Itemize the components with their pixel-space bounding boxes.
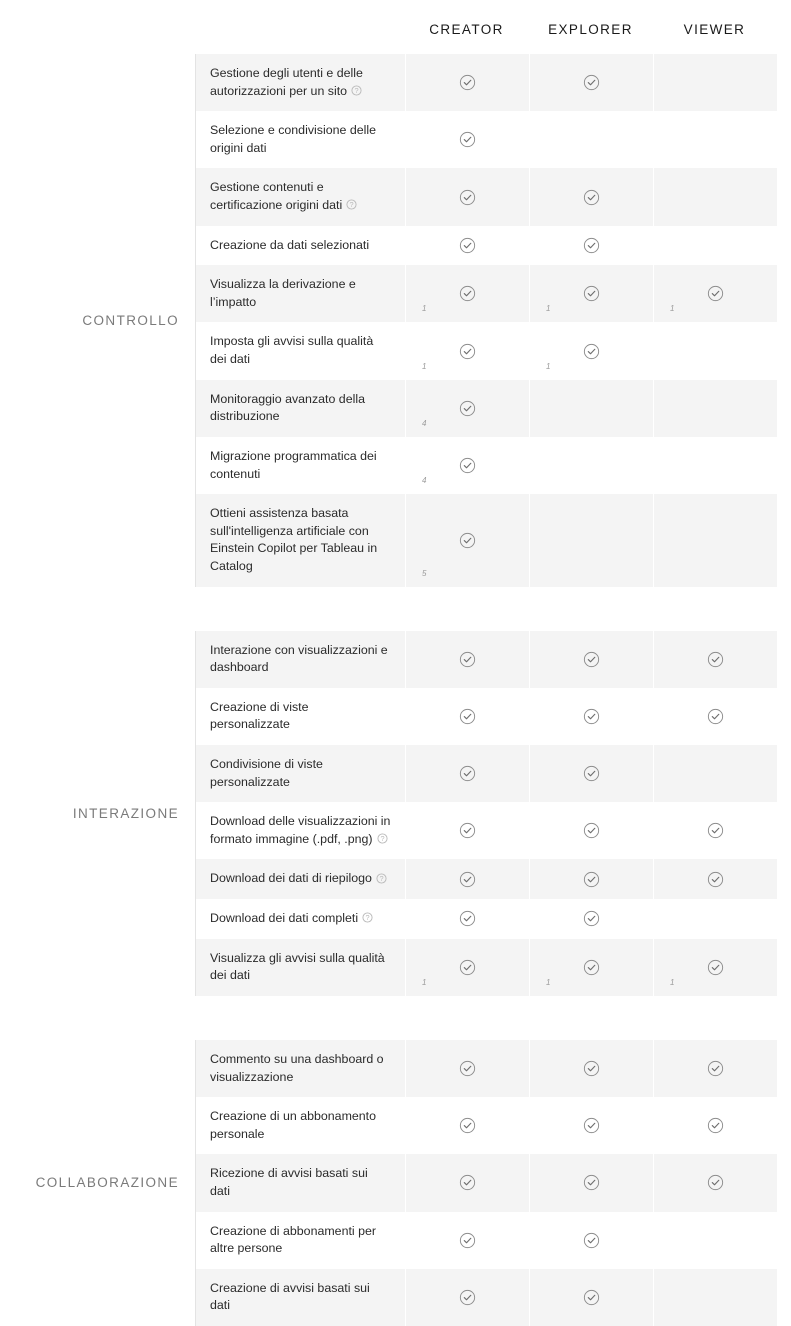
feature-cell bbox=[196, 322, 405, 379]
plan-cell-viewer bbox=[654, 265, 777, 322]
table-row bbox=[196, 380, 791, 437]
plan-cell-creator bbox=[406, 859, 529, 899]
plan-cell-viewer bbox=[654, 939, 777, 996]
check-circle-icon bbox=[459, 400, 476, 417]
check-circle-icon bbox=[459, 959, 476, 976]
plan-cell-viewer bbox=[654, 168, 777, 225]
feature-label: Ottieni assistenza basata sull'intelligenza artificiale con Einstein Copilot per Tableau in Catalog bbox=[210, 506, 378, 573]
table-row bbox=[196, 939, 791, 996]
check-circle-icon bbox=[707, 285, 724, 302]
plan-cell-creator bbox=[406, 1212, 529, 1269]
check-circle-icon bbox=[583, 285, 600, 302]
plan-cell-viewer bbox=[654, 1040, 777, 1097]
footnote-marker: 5 bbox=[422, 568, 427, 578]
table-row bbox=[196, 1040, 791, 1097]
check-circle-icon bbox=[707, 1117, 724, 1134]
footnote-marker: 1 bbox=[422, 304, 427, 314]
table-row bbox=[196, 1269, 791, 1326]
feature-cell bbox=[196, 265, 405, 322]
table-row bbox=[196, 899, 791, 939]
table-row bbox=[196, 1212, 791, 1269]
plan-cell-creator bbox=[406, 1154, 529, 1211]
plan-cell-creator bbox=[406, 226, 529, 266]
table-row bbox=[196, 859, 791, 899]
plan-cell-viewer bbox=[654, 745, 777, 802]
feature-cell bbox=[196, 494, 405, 586]
table-row bbox=[196, 688, 791, 745]
feature-label: Creazione da dati selezionati bbox=[210, 237, 370, 252]
plan-cell-explorer bbox=[530, 899, 653, 939]
check-circle-icon bbox=[707, 708, 724, 725]
check-circle-icon bbox=[707, 871, 724, 888]
plan-cell-creator bbox=[406, 1097, 529, 1154]
plan-cell-creator bbox=[406, 322, 529, 379]
plan-cell-explorer bbox=[530, 168, 653, 225]
check-circle-icon bbox=[707, 959, 724, 976]
check-circle-icon bbox=[707, 1174, 724, 1191]
svg-text:?: ? bbox=[354, 85, 359, 95]
table-row bbox=[196, 745, 791, 802]
feature-cell bbox=[196, 437, 405, 494]
plan-cell-explorer bbox=[530, 1097, 653, 1154]
plan-cell-explorer bbox=[530, 688, 653, 745]
check-circle-icon bbox=[583, 74, 600, 91]
check-circle-icon bbox=[459, 343, 476, 360]
plan-cell-explorer bbox=[530, 437, 653, 494]
feature-cell bbox=[196, 1154, 405, 1211]
check-circle-icon bbox=[459, 1060, 476, 1077]
table-row bbox=[196, 111, 791, 168]
feature-table-interazione bbox=[195, 631, 791, 996]
check-circle-icon bbox=[583, 822, 600, 839]
plan-cell-explorer bbox=[530, 494, 653, 586]
sections-container bbox=[0, 54, 791, 1326]
check-circle-icon bbox=[459, 651, 476, 668]
table-row bbox=[196, 494, 791, 586]
plan-cell-viewer bbox=[654, 54, 777, 111]
feature-label: Visualizza la derivazione e l’impatto bbox=[210, 277, 356, 309]
feature-cell bbox=[196, 111, 405, 168]
plan-cell-viewer bbox=[654, 631, 777, 688]
feature-label: Interazione con visualizzazioni e dashboard bbox=[210, 642, 388, 675]
check-circle-icon bbox=[459, 457, 476, 474]
plan-cell-creator bbox=[406, 168, 529, 225]
check-circle-icon bbox=[583, 189, 600, 206]
plan-cell-creator bbox=[406, 939, 529, 996]
feature-cell bbox=[196, 745, 405, 802]
plan-cell-explorer bbox=[530, 380, 653, 437]
check-circle-icon bbox=[459, 237, 476, 254]
plan-cell-viewer bbox=[654, 859, 777, 899]
table-row bbox=[196, 1154, 791, 1211]
check-circle-icon bbox=[459, 1232, 476, 1249]
info-circle-icon[interactable] bbox=[377, 833, 388, 844]
info-circle-icon[interactable] bbox=[346, 199, 357, 210]
plan-cell-creator bbox=[406, 265, 529, 322]
feature-label: Download dei dati di riepilogo bbox=[210, 871, 372, 886]
section-label-collaborazione: COLLABORAZIONE bbox=[35, 1175, 179, 1191]
plan-cell-creator bbox=[406, 802, 529, 859]
feature-label: Condivisione di viste personalizzate bbox=[210, 757, 323, 789]
check-circle-icon bbox=[583, 1117, 600, 1134]
check-circle-icon bbox=[459, 532, 476, 549]
check-circle-icon bbox=[583, 959, 600, 976]
plan-cell-viewer bbox=[654, 1154, 777, 1211]
check-circle-icon bbox=[459, 910, 476, 927]
plan-cell-creator bbox=[406, 54, 529, 111]
feature-cell bbox=[196, 688, 405, 745]
plan-cell-explorer bbox=[530, 1212, 653, 1269]
feature-cell bbox=[196, 802, 405, 859]
check-circle-icon bbox=[459, 74, 476, 91]
plan-cell-explorer bbox=[530, 802, 653, 859]
feature-label: Creazione di viste personalizzate bbox=[210, 699, 309, 732]
svg-text:?: ? bbox=[379, 873, 384, 883]
plan-cell-viewer bbox=[654, 494, 777, 586]
plan-cell-creator bbox=[406, 745, 529, 802]
check-circle-icon bbox=[583, 343, 600, 360]
plan-cell-creator bbox=[406, 1040, 529, 1097]
feature-label: Ricezione di avvisi basati sui dati bbox=[210, 1166, 368, 1198]
feature-label: Creazione di avvisi basati sui dati bbox=[210, 1280, 370, 1313]
feature-label: Gestione degli utenti e delle autorizzazioni per un sito bbox=[210, 66, 363, 98]
check-circle-icon bbox=[583, 871, 600, 888]
svg-text:?: ? bbox=[349, 200, 354, 210]
table-row bbox=[196, 1097, 791, 1154]
feature-cell bbox=[196, 631, 405, 688]
check-circle-icon bbox=[459, 285, 476, 302]
plan-cell-explorer bbox=[530, 111, 653, 168]
plan-cell-creator bbox=[406, 380, 529, 437]
plan-cell-viewer bbox=[654, 437, 777, 494]
feature-cell bbox=[196, 899, 405, 939]
feature-cell bbox=[196, 54, 405, 111]
feature-label: Visualizza gli avvisi sulla qualità dei dati bbox=[210, 950, 385, 983]
check-circle-icon bbox=[583, 237, 600, 254]
plan-cell-explorer bbox=[530, 322, 653, 379]
plan-cell-viewer bbox=[654, 688, 777, 745]
plan-cell-explorer bbox=[530, 631, 653, 688]
footnote-marker: 1 bbox=[546, 361, 551, 371]
feature-cell bbox=[196, 380, 405, 437]
footnote-marker: 1 bbox=[546, 304, 551, 314]
table-row bbox=[196, 802, 791, 859]
check-circle-icon bbox=[583, 1232, 600, 1249]
check-circle-icon bbox=[583, 1174, 600, 1191]
check-circle-icon bbox=[459, 189, 476, 206]
plan-cell-creator bbox=[406, 688, 529, 745]
check-circle-icon bbox=[707, 651, 724, 668]
feature-label: Download delle visualizzazioni in formato immagine (.pdf, .png) bbox=[210, 814, 391, 846]
table-row bbox=[196, 322, 791, 379]
feature-table-controllo bbox=[195, 54, 791, 587]
check-circle-icon bbox=[707, 1060, 724, 1077]
section-controllo bbox=[0, 54, 791, 587]
plan-cell-explorer bbox=[530, 745, 653, 802]
section-collaborazione bbox=[0, 1040, 791, 1326]
footnote-marker: 1 bbox=[422, 977, 427, 987]
plan-cell-explorer bbox=[530, 54, 653, 111]
feature-label: Selezione e condivisione delle origini dati bbox=[210, 123, 377, 155]
table-row bbox=[196, 437, 791, 494]
feature-cell bbox=[196, 939, 405, 996]
check-circle-icon bbox=[459, 1117, 476, 1134]
check-circle-icon bbox=[583, 910, 600, 927]
feature-label: Migrazione programmatica dei contenuti bbox=[210, 448, 377, 481]
plan-cell-viewer bbox=[654, 802, 777, 859]
plan-cell-viewer bbox=[654, 899, 777, 939]
footnote-marker: 4 bbox=[422, 418, 427, 428]
check-circle-icon bbox=[583, 765, 600, 782]
plan-cell-explorer bbox=[530, 1040, 653, 1097]
footnote-marker: 1 bbox=[670, 977, 675, 987]
svg-text:?: ? bbox=[379, 834, 385, 844]
plan-cell-creator bbox=[406, 111, 529, 168]
feature-label: Gestione contenuti e certificazione origini dati bbox=[210, 180, 343, 213]
section-label-controllo: CONTROLLO bbox=[82, 312, 179, 328]
info-circle-icon[interactable] bbox=[376, 873, 387, 884]
section-label-interazione: INTERAZIONE bbox=[72, 805, 179, 821]
check-circle-icon bbox=[583, 651, 600, 668]
feature-label: Commento su una dashboard o visualizzazione bbox=[210, 1051, 384, 1084]
plan-cell-viewer bbox=[654, 1269, 777, 1326]
section-interazione bbox=[0, 631, 791, 996]
plan-cell-creator bbox=[406, 494, 529, 586]
column-header-explorer: EXPLORER bbox=[548, 21, 633, 37]
check-circle-icon bbox=[583, 708, 600, 725]
feature-label: Creazione di un abbonamento personale bbox=[210, 1109, 377, 1141]
check-circle-icon bbox=[459, 131, 476, 148]
plan-cell-explorer bbox=[530, 265, 653, 322]
footnote-marker: 4 bbox=[422, 476, 427, 486]
plan-cell-viewer bbox=[654, 226, 777, 266]
plan-cell-viewer bbox=[654, 380, 777, 437]
check-circle-icon bbox=[459, 708, 476, 725]
plan-cell-creator bbox=[406, 1269, 529, 1326]
column-header-creator: CREATOR bbox=[429, 21, 504, 37]
info-circle-icon[interactable] bbox=[351, 85, 362, 96]
plan-cell-creator bbox=[406, 899, 529, 939]
check-circle-icon bbox=[583, 1289, 600, 1306]
feature-cell bbox=[196, 1097, 405, 1154]
check-circle-icon bbox=[583, 1060, 600, 1077]
feature-label: Monitoraggio avanzato della distribuzione bbox=[210, 391, 365, 424]
plan-cell-viewer bbox=[654, 111, 777, 168]
feature-label: Creazione di abbonamenti per altre persone bbox=[210, 1223, 377, 1256]
plan-cell-viewer bbox=[654, 1097, 777, 1154]
check-circle-icon bbox=[707, 822, 724, 839]
check-circle-icon bbox=[459, 1174, 476, 1191]
column-header-viewer: VIEWER bbox=[683, 21, 746, 37]
plan-cell-viewer bbox=[654, 1212, 777, 1269]
table-row bbox=[196, 265, 791, 322]
svg-text:?: ? bbox=[365, 913, 370, 923]
table-row bbox=[196, 168, 791, 225]
plan-header-row bbox=[0, 0, 791, 54]
plan-cell-creator bbox=[406, 631, 529, 688]
plan-cell-explorer bbox=[530, 1269, 653, 1326]
feature-cell bbox=[196, 859, 405, 899]
table-row bbox=[196, 631, 791, 688]
check-circle-icon bbox=[459, 1289, 476, 1306]
table-row bbox=[196, 54, 791, 111]
feature-label: Imposta gli avvisi sulla qualità dei dati bbox=[210, 334, 374, 367]
plan-cell-creator bbox=[406, 437, 529, 494]
feature-label: Download dei dati completi bbox=[210, 911, 359, 926]
footnote-marker: 1 bbox=[422, 361, 427, 371]
info-circle-icon[interactable] bbox=[362, 912, 373, 923]
check-circle-icon bbox=[459, 871, 476, 888]
check-circle-icon bbox=[459, 765, 476, 782]
feature-cell bbox=[196, 1040, 405, 1097]
check-circle-icon bbox=[459, 822, 476, 839]
plan-cell-viewer bbox=[654, 322, 777, 379]
footnote-marker: 1 bbox=[546, 977, 551, 987]
table-row bbox=[196, 226, 791, 266]
plan-cell-explorer bbox=[530, 226, 653, 266]
plan-cell-explorer bbox=[530, 1154, 653, 1211]
plan-cell-explorer bbox=[530, 859, 653, 899]
feature-cell bbox=[196, 1269, 405, 1326]
feature-table-collaborazione bbox=[195, 1040, 791, 1326]
footnote-marker: 1 bbox=[670, 304, 675, 314]
plan-cell-explorer bbox=[530, 939, 653, 996]
feature-cell bbox=[196, 226, 405, 266]
feature-cell bbox=[196, 168, 405, 225]
feature-cell bbox=[196, 1212, 405, 1269]
